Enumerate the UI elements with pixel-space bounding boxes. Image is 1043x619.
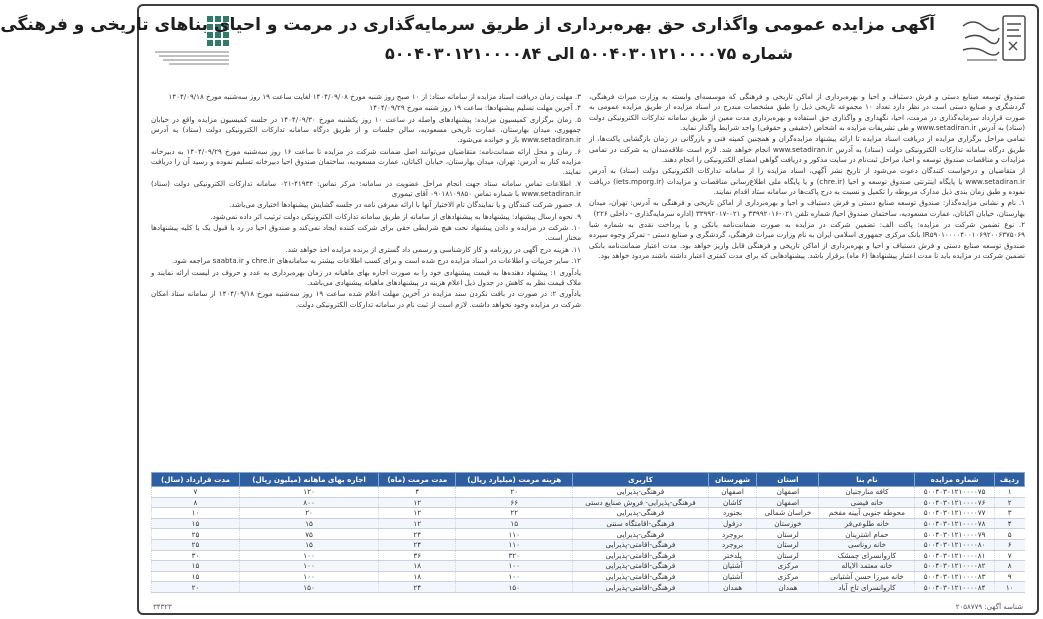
- cell-row-number: ۸: [994, 561, 1024, 572]
- cell-monthly-rent: ۲۰: [239, 508, 378, 519]
- cell-row-number: ۵: [994, 529, 1024, 540]
- cell-building-name: خانه فیضی: [819, 497, 915, 508]
- cell-tender-number: ۵۰۰۴۰۳۰۱۲۱۰۰۰۰۷۵: [915, 487, 994, 498]
- cell-row-number: ۱۰: [994, 582, 1024, 593]
- cell-usage: فرهنگی-پذیرایی: [573, 529, 709, 540]
- cell-contract-period: ۱۵: [152, 561, 240, 572]
- advertisement-page: [0, 4, 1039, 615]
- body-column-right: [589, 92, 1025, 470]
- cell-tender-number: ۵۰۰۴۰۳۰۱۲۱۰۰۰۰۷۶: [915, 497, 994, 508]
- cell-province: اصفهان: [757, 487, 819, 498]
- cell-tender-number: ۵۰۰۴۰۳۰۱۲۱۰۰۰۰۷۸: [915, 518, 994, 529]
- col-header-tender-number: شماره مزایده: [915, 473, 994, 487]
- col-header-monthly-rent: اجاره بهای ماهانه (میلیون ریال): [239, 473, 378, 487]
- cell-city: آشتیان: [708, 571, 757, 582]
- cell-city: اصفهان: [708, 487, 757, 498]
- cell-row-number: ۹: [994, 571, 1024, 582]
- paragraph: ۱. نام و نشانی مزایده‌گذار: صندوق توسعه صنایع دستی و فرش دستباف و احیا و بهره‌برداری از اماکن تاریخی و فرهنگی به آدرس: تهران، میدان بهارستان، خیابان اکباتان، عمارت مسعودیه، ساختمان صندوق احیا/ شماره تلفن ۰۲۱-۳۳۹۹۲۰۱۶ و ۰۲۱-۳۳۹۹۲۰۱۷ (اداره سرمایه‌گذاری - داخلی ۲۲۶): [589, 198, 1025, 218]
- col-header-usage: کاربری: [573, 473, 709, 487]
- cell-tender-number: ۵۰۰۴۰۳۰۱۲۱۰۰۰۰۷۹: [915, 529, 994, 540]
- cell-monthly-rent: ۱۲۰: [239, 487, 378, 498]
- properties-table: [151, 472, 1025, 593]
- ministry-logo: [957, 12, 1029, 72]
- body-column-left: [151, 92, 581, 470]
- cell-province: خوزستان: [757, 518, 819, 529]
- cell-row-number: ۷: [994, 550, 1024, 561]
- cell-province: لرستان: [757, 539, 819, 550]
- table-row: [152, 582, 1025, 593]
- cell-building-name: خانه روناسی: [819, 539, 915, 550]
- cell-usage: فرهنگی-پذیرایی- فروش صنایع دستی: [573, 497, 709, 508]
- cell-restoration-cost: ۱۵: [456, 518, 573, 529]
- col-header-restoration-period: مدت مرمت (ماه): [379, 473, 456, 487]
- cell-restoration-cost: ۱۵۰: [456, 582, 573, 593]
- paragraph: تمامی مراحل برگزاری مزایده از دریافت اسناد مزایده تا ارائه پیشنهاد مزایده‌گران و همچنین کمیته فنی و بازرگانی در زمان بازگشایی پاکت‌ها، از طریق درگاه سامانه تدارکات الکترونیکی دولت (ستاد) به آدرس www.setadiran.ir انجام خواهد شد. لازم است علاقه‌مندان به شرکت در تمامی مزایدات و مناقصات صندوق توسعه و احیا، مراحل ثبت‌نام در سایت مذکور و دریافت گواهی امضای الکترونیکی را انجام دهند.: [589, 134, 1026, 165]
- cell-usage: فرهنگی-اقامتی-پذیرایی: [573, 561, 709, 572]
- paragraph: ۷. اطلاعات تماس سامانه ستاد جهت انجام مراحل عضویت در سامانه: مرکز تماس: ۴۱۹۳۴-۰۲۱ سامانه تدارکات الکترونیکی دولت (ستاد) www.setadiran.ir با شماره تماس ۰۹۰۱۸۱۰۹۸۵۰ آقای تیموری: [151, 178, 582, 199]
- cell-contract-period: ۱۵: [152, 518, 240, 529]
- cell-tender-number: ۵۰۰۴۰۳۰۱۲۱۰۰۰۰۸۴: [915, 582, 994, 593]
- paragraph: ۱۰. شرکت در مزایده و دادن پیشنهاد نحت هیچ شرایطی حقی برای شرکت کننده ایجاد نمی‌کند و صندوق احیا در رد یا قبول یک یا کلیه پیشنهادها مختار است.: [151, 223, 581, 243]
- cell-restoration-cost: ۲۰: [456, 487, 573, 498]
- cell-restoration-cost: ۲۲: [456, 508, 573, 519]
- properties-table-wrapper: [151, 472, 1025, 593]
- cell-contract-period: ۱۵: [152, 571, 240, 582]
- table-row: [152, 539, 1025, 550]
- col-header-province: استان: [757, 473, 819, 487]
- cell-province: همدان: [757, 582, 819, 593]
- table-row: [152, 518, 1025, 529]
- cell-restoration-period: ۳۶: [379, 550, 456, 561]
- cell-city: بجنورد: [708, 508, 757, 519]
- cell-city: بروجرد: [708, 539, 757, 550]
- cell-restoration-period: ۱۲: [379, 508, 456, 519]
- paragraph: یادآوری ۱: پیشنهاد دهنده‌ها به قیمت پیشنهادی خود را به صورت اجاره بهای ماهیانه در زمان بهره‌برداری به عدد و حروف در لیست ارائه نمایند و ملاک قیمت نظر به کاهش در جدول ذیل اعلام هزینه در پیشنهادهای ماهیانه پیشنهادی می‌باشد.: [151, 267, 581, 287]
- cell-city: آشتیان: [708, 561, 757, 572]
- cell-monthly-rent: ۱۵۰: [239, 582, 378, 593]
- cell-contract-period: ۲۵: [152, 539, 240, 550]
- table-row: [152, 508, 1025, 519]
- cell-row-number: ۴: [994, 518, 1024, 529]
- cell-row-number: ۶: [994, 539, 1024, 550]
- cell-row-number: ۲: [994, 497, 1024, 508]
- cell-tender-number: ۵۰۰۴۰۳۰۱۲۱۰۰۰۰۸۳: [915, 571, 994, 582]
- table-body: [152, 487, 1025, 593]
- cell-restoration-period: ۱۸: [379, 561, 456, 572]
- cell-city: پلدختر: [708, 550, 757, 561]
- cell-city: بروجرد: [708, 529, 757, 540]
- cell-restoration-period: ۱۲: [379, 518, 456, 529]
- cell-city: همدان: [708, 582, 757, 593]
- cell-restoration-cost: ۱۰۰: [456, 561, 573, 572]
- cell-contract-period: ۲۵: [152, 529, 240, 540]
- cell-building-name: کاروانسرای چمشک: [819, 550, 915, 561]
- paragraph: ۱۲. سایر جزییات و اطلاعات در اسناد مزایده درج شده است و برای کسب اطلاعات بیشتر به سامانه‌های chre.ir و saabta.ir مراجعه شود.: [171, 256, 581, 266]
- cell-monthly-rent: ۸۰۰: [239, 497, 378, 508]
- tender-number: شماره ۵۰۰۴۰۳۰۱۲۱۰۰۰۰۷۵ الی ۵۰۰۴۰۳۰۱۲۱۰۰۰۰۸۴: [384, 44, 794, 63]
- cell-tender-number: ۵۰۰۴۰۳۰۱۲۱۰۰۰۰۸۱: [915, 550, 994, 561]
- col-header-row-number: ردیف: [994, 473, 1024, 487]
- cell-building-name: خانه طلوعی‌فر: [819, 518, 915, 529]
- table-row: [152, 487, 1025, 498]
- cell-restoration-period: ۲۴: [379, 529, 456, 540]
- cell-building-name: حمام اشترینان: [819, 529, 915, 540]
- cell-monthly-rent: ۱۰۰: [239, 550, 378, 561]
- cell-contract-period: ۱۰: [152, 508, 240, 519]
- paragraph: ۵. زمان برگزاری کمیسیون مزایده: پیشنهادهای واصله در ساعت ۱۰ روز یکشنبه مورخ ۱۴۰۴/۰۹/۳۰ در جلسه کمیسیون مزایده واقع در خیابان جمهوری، میدان بهارستان، عمارت تاریخی مسعودیه، سالن جلسات و از طریق درگاه سامانه تدارکات الکترونیکی دولت (ستاد) به آدرس www.setadiran.ir باز و خوانده می‌شود.: [151, 114, 581, 145]
- table-row: [152, 550, 1025, 561]
- table-row: [152, 529, 1025, 540]
- col-header-contract-period: مدت قرارداد (سال): [152, 473, 240, 487]
- table-row: [152, 561, 1025, 572]
- cell-building-name: محوطه جنوبی آیینه مفخم: [819, 508, 915, 519]
- cell-building-name: کافه منارجنبان: [819, 487, 915, 498]
- cell-restoration-cost: ۶۶: [456, 497, 573, 508]
- cell-contract-period: ۲۰: [152, 582, 240, 593]
- cell-contract-period: ۸: [152, 497, 240, 508]
- paragraph: ۴. آخرین مهلت تسلیم پیشنهادها: ساعت ۱۹ روز شنبه مورخ ۱۴۰۴/۰۹/۲۹: [369, 103, 581, 113]
- paragraph: ۳. مهلت زمان دریافت اسناد مزایده از سامانه ستاد: از ۱۰ صبح روز شنبه مورخ ۱۴۰۴/۰۹/۰۸ لغایت ساعت ۱۹ روز سه‌شنبه مورخ ۱۴۰۴/۰۹/۱۸: [168, 92, 581, 101]
- table-row: [152, 497, 1025, 508]
- cell-contract-period: ۳۰: [152, 550, 240, 561]
- cell-usage: فرهنگی-اقامتی-پذیرایی: [573, 571, 709, 582]
- cell-contract-period: ۷: [152, 487, 240, 498]
- paragraph: ۲. نوع تضمین شرکت در مزایده: پاکت الف: تضمین شرکت در مزایده به صورت ضمانت‌نامه بانکی و یا پرداخت نقدی به شماره شبا IR۵۹۰۱۰۰۰۰۴۰۰۱۰۶۹۲۰۰۶۳۷۵۰۶۹ بانک مرکزی جمهوری اسلامی ایران به نام وزارت میراث فرهنگی، گردشگری و صنایع دستی - تمرکز وجوه سپرده صندوق توسعه صنایع دستی و فرش دستباف و احیا و بهره‌برداری از اماکن تاریخی و فرهنگی قابل واریز خواهد بود. مدت اعتبار ضمانت‌نامه بانکی تضمین شرکت در مزایده باید تا مدت اعتبار پیشنهادها (۶ ماه) برقرار باشد. پیشنهادهایی که برای مدت کمتری اعتبار داشته باشند مردود خواهد بود.: [589, 220, 1025, 261]
- cell-building-name: خانه معتمد الایاله: [819, 561, 915, 572]
- cell-tender-number: ۵۰۰۴۰۳۰۱۲۱۰۰۰۰۸۰: [915, 539, 994, 550]
- cell-row-number: ۱: [994, 487, 1024, 498]
- cell-restoration-period: ۱۸: [379, 571, 456, 582]
- table-row: [152, 571, 1025, 582]
- cell-usage: فرهنگی-اقامتی-پذیرایی: [573, 539, 709, 550]
- col-header-building-name: نام بنا: [819, 473, 915, 487]
- cell-restoration-cost: ۱۱۰: [456, 529, 573, 540]
- cell-province: اصفهان: [757, 497, 819, 508]
- cell-city: کاشان: [708, 497, 757, 508]
- cell-restoration-cost: ۱۰۰: [456, 571, 573, 582]
- paragraph: یادآوری ۲: در صورت در بافت نکردن سند مزایده در آخرین مهلت اعلام شده ساعت ۱۹ روز سه‌شنبه مورخ ۱۴۰۴/۰۹/۱۸ از سامانه ستاد امکان شرکت در مزایده وجود نخواهد داشت. لازم است از ثبت نام در سامانه تدارکات الکترونیکی دولت.: [151, 289, 581, 309]
- cell-usage: فرهنگی-اقامتی-پذیرایی: [573, 550, 709, 561]
- cell-tender-number: ۵۰۰۴۰۳۰۱۲۱۰۰۰۰۸۲: [915, 561, 994, 572]
- cell-monthly-rent: ۱۰۰: [239, 571, 378, 582]
- paragraph: ۸. حضور شرکت کنندگان و یا نمایندگان تام الاختیار آنها با ارائه معرفی نامه در جلسه گشایش پیشنهادها اختیاری می‌باشد.: [229, 200, 581, 210]
- cell-building-name: خانه میرزا حسن آشتیانی: [819, 571, 915, 582]
- cell-restoration-cost: ۳۲۰: [456, 550, 573, 561]
- cell-usage: فرهنگی-پذیرایی: [573, 487, 709, 498]
- paragraph: ۶. زمان و محل ارائه ضمانت‌نامه: متقاضیان می‌توانند اصل ضمانت شرکت در مزایده تا ساعت ۱۶ روز سه‌شنبه مورخ ۱۴۰۴/۰۹/۲۹ به دبیرخانه مزایده کنار به آدرس: تهران، میدان بهارستان، خیابان اکباتان، عمارت مسعودیه، ساختمان صندوق احیا دبیرخانه تسلیم نموده و رسید آن را دریافت نمایند.: [151, 146, 581, 177]
- col-header-city: شهرستان: [708, 473, 757, 487]
- col-header-restoration-cost: هزینه مرمت (میلیارد ریال): [456, 473, 573, 487]
- page-title: آگهی مزایده عمومی واگذاری حق بهره‌برداری از طریق سرمایه‌گذاری در مرمت و احیای بناهای تاریخی و فرهنگی: [0, 15, 935, 35]
- cell-restoration-period: ۲۴: [379, 582, 456, 593]
- paragraph: ۱۱. هزینه درج آگهی در روزنامه و کار کارشناسی و رسمی داد گستری از برنده مزایده اخذ خواهد شد.: [285, 244, 581, 254]
- footer-code: ۳۴۳۲۳: [153, 603, 172, 611]
- cell-usage: فرهنگی-پذیرایی: [573, 508, 709, 519]
- cell-monthly-rent: ۱۵: [239, 539, 378, 550]
- cell-province: لرستان: [757, 529, 819, 540]
- cell-province: مرکزی: [757, 571, 819, 582]
- cell-city: دزفول: [708, 518, 757, 529]
- cell-restoration-cost: ۱۱۰: [456, 539, 573, 550]
- cell-monthly-rent: ۱۰۰: [239, 561, 378, 572]
- cell-province: خراسان شمالی: [757, 508, 819, 519]
- ad-id: شناسه آگهی: ۲۰۵۸۷۷۹: [955, 603, 1023, 611]
- cell-monthly-rent: ۱۵: [239, 518, 378, 529]
- cell-monthly-rent: ۷۵: [239, 529, 378, 540]
- cell-row-number: ۳: [994, 508, 1024, 519]
- cell-tender-number: ۵۰۰۴۰۳۰۱۲۱۰۰۰۰۷۷: [915, 508, 994, 519]
- cell-restoration-period: ۴: [379, 487, 456, 498]
- cell-usage: فرهنگی-اقامتگاه سنتی: [573, 518, 709, 529]
- cell-province: مرکزی: [757, 561, 819, 572]
- paragraph: از متقاضیان و درخواست کنندگان دعوت می‌شود از تاریخ نشر آگهی، اسناد مزایده را از سامانه تدارکات الکترونیکی دولت (ستاد) به آدرس www.setadiran.ir یا پایگاه اینترنتی صندوق توسعه و احیا (chre.ir) و یا پایگاه ملی اطلاع‌رسانی مناقصات و مزایدات (iets.mporg.ir) دریافت نموده و طبق زمان بندی ذیل مدارک مربوطه را تکمیل و نسبت به درج پاکت‌ها در سامانه ستاد اقدام نمایند.: [589, 166, 1025, 197]
- cell-province: لرستان: [757, 550, 819, 561]
- table-header-row: [152, 473, 1025, 487]
- cell-usage: فرهنگی-اقامتی-پذیرایی: [573, 582, 709, 593]
- paragraph: ۹. نحوه ارسال پیشنهاد: پیشنهادها به پیشنهادهای از سامانه از طریق سامانه تدارکات الکترونیکی دولت ترتیب اثر داده نمی‌شود.: [210, 211, 581, 221]
- cell-restoration-period: ۱۲: [379, 497, 456, 508]
- cell-building-name: کاروانسرای تاج آباد: [819, 582, 915, 593]
- paragraph: صندوق توسعه صنایع دستی و فرش دستباف و احیا و بهره‌برداری از اماکن تاریخی و فرهنگی که موسسه‌ای وابسته به وزارت میراث فرهنگی، گردشگری و صنایع دستی است در نظر دارد تعداد ۱۰ مجموعه تاریخی ذیل را طبق مشخصات مندرج در اسناد مزایده از طریق مزایده عمومی به صورت قرارداد سرمایه‌گذاری در مرمت، احیا، نگهداری و واگذاری حق استفاده و بهره‌برداری مدت معین از طریق سامانه تدارکات الکترونیکی دولت (ستاد) به آدرس www.setadiran.ir و طی تشریفات مزایده به اشخاص (حقیقی و حقوقی) واجد شرایط واگذار نماید.: [589, 92, 1025, 133]
- cell-restoration-period: ۲۴: [379, 539, 456, 550]
